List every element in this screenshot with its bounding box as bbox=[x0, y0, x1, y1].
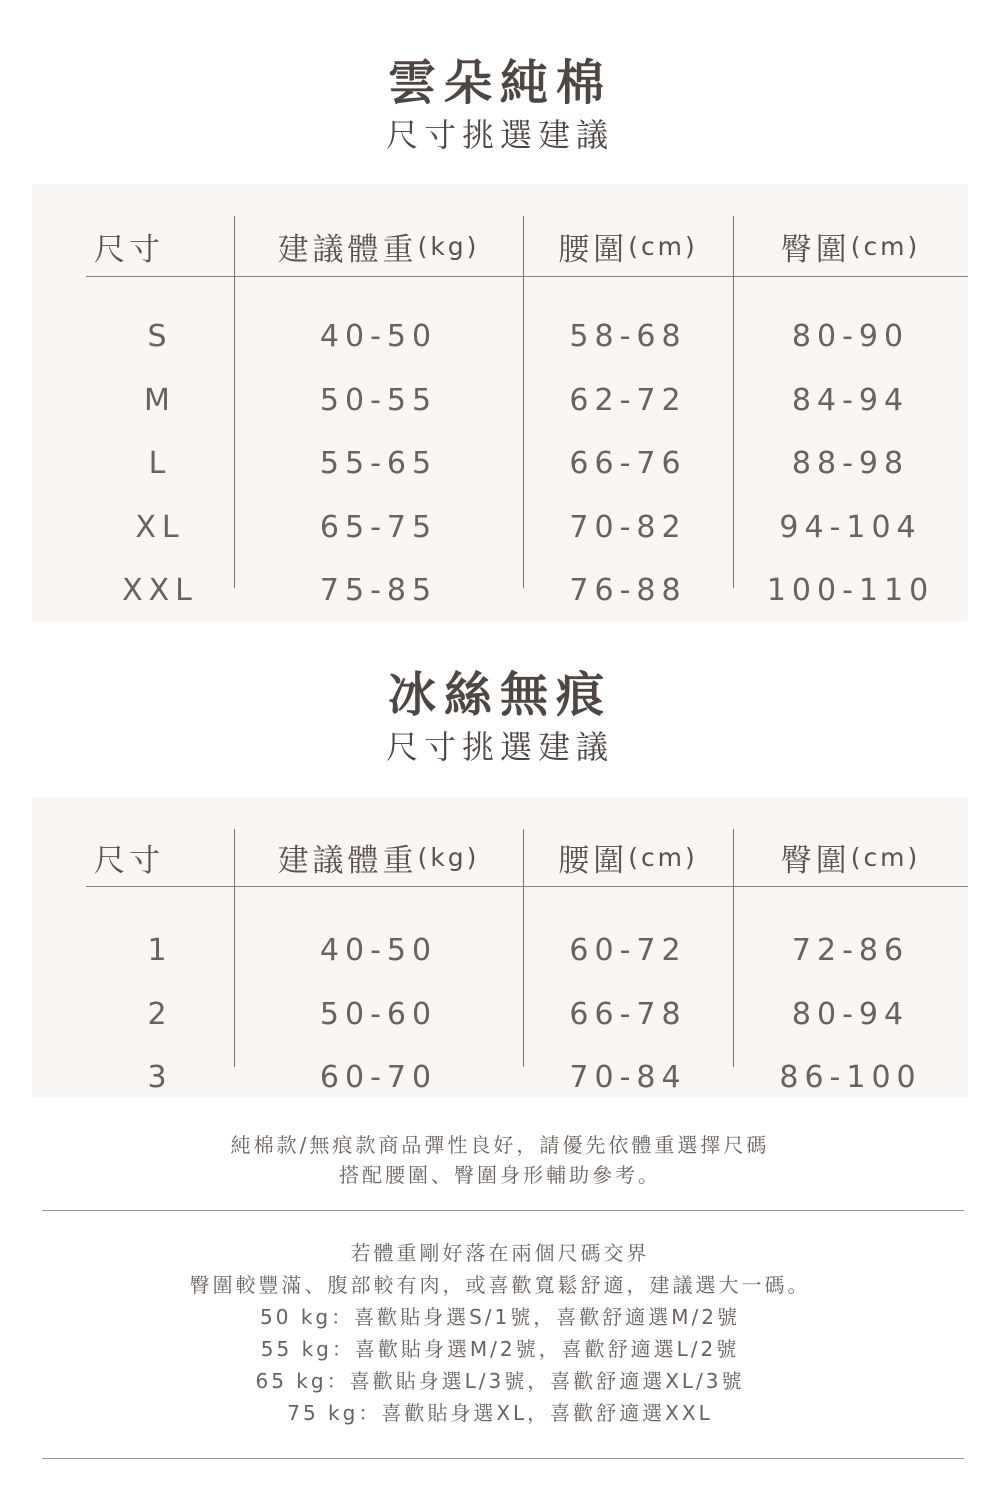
advice-line: 臀圍較豐滿、腹部較有肉，或喜歡寬鬆舒適，建議選大一碼。 bbox=[189, 1273, 811, 1297]
divider bbox=[42, 1458, 964, 1459]
weight-cell: 50-60 bbox=[319, 996, 438, 1032]
table-row bbox=[86, 495, 968, 559]
divider bbox=[42, 1210, 964, 1211]
ice-title: 冰絲無痕 bbox=[387, 667, 612, 723]
elasticity-note: 純棉款/無痕款商品彈性良好，請優先依體重選擇尺碼 bbox=[230, 1133, 770, 1157]
cotton-subtitle: 尺寸挑選建議 bbox=[385, 116, 614, 154]
measurement-note: 搭配腰圍、臀圍身形輔助參考。 bbox=[339, 1163, 661, 1187]
table-row bbox=[86, 431, 968, 495]
ice-subtitle: 尺寸挑選建議 bbox=[385, 728, 614, 766]
size-cell: S bbox=[147, 318, 173, 354]
waist-cell: 66-78 bbox=[569, 996, 687, 1032]
weight-cell: 65-75 bbox=[319, 509, 438, 545]
waist-cell: 76-88 bbox=[569, 572, 687, 608]
weight-cell: 60-70 bbox=[319, 1059, 438, 1095]
header-weight: 建議體重 (kg) bbox=[277, 231, 480, 268]
weight-cell: 55-65 bbox=[319, 445, 438, 481]
weight-cell: 50-55 bbox=[319, 382, 438, 418]
table-header-row bbox=[86, 829, 968, 887]
header-weight: 建議體重 (kg) bbox=[277, 843, 480, 879]
weight-cell: 75-85 bbox=[319, 572, 438, 608]
advice-line: 若體重剛好落在兩個尺碼交界 bbox=[350, 1241, 650, 1265]
table-row bbox=[86, 918, 968, 982]
hip-cell: 88-98 bbox=[791, 445, 910, 481]
advice-line: 65 kg：喜歡貼身選L/3號，喜歡舒適選XL/3號 bbox=[255, 1369, 745, 1393]
advice-line: 50 kg：喜歡貼身選S/1號，喜歡舒適選M/2號 bbox=[260, 1305, 740, 1329]
waist-cell: 70-84 bbox=[569, 1059, 687, 1095]
waist-cell: 60-72 bbox=[569, 932, 687, 968]
table-row bbox=[86, 982, 968, 1046]
hip-cell: 80-90 bbox=[791, 318, 910, 354]
hip-cell: 94-104 bbox=[779, 509, 922, 545]
header-size: 尺寸 bbox=[94, 843, 164, 879]
hip-cell: 84-94 bbox=[791, 382, 910, 418]
cotton-title: 雲朵純棉 bbox=[387, 55, 612, 111]
weight-cell: 40-50 bbox=[319, 318, 438, 354]
size-cell: 2 bbox=[147, 996, 173, 1032]
waist-cell: 62-72 bbox=[569, 382, 687, 418]
waist-cell: 58-68 bbox=[569, 318, 687, 354]
hip-cell: 100-110 bbox=[766, 572, 935, 608]
size-cell: XL bbox=[135, 509, 185, 545]
header-waist: 腰圍 (cm) bbox=[558, 231, 698, 268]
size-cell: M bbox=[144, 382, 176, 418]
table-header-row bbox=[86, 216, 968, 277]
waist-cell: 70-82 bbox=[569, 509, 687, 545]
hip-cell: 80-94 bbox=[791, 996, 910, 1032]
header-waist: 腰圍 (cm) bbox=[558, 843, 698, 879]
size-cell: 1 bbox=[147, 932, 173, 968]
size-cell: 3 bbox=[147, 1059, 173, 1095]
advice-line: 75 kg：喜歡貼身選XL，喜歡舒適選XXL bbox=[287, 1401, 713, 1425]
hip-cell: 86-100 bbox=[779, 1059, 922, 1095]
hip-cell: 72-86 bbox=[791, 932, 910, 968]
table-row bbox=[86, 558, 968, 622]
table-row bbox=[86, 368, 968, 432]
ice-size-table bbox=[32, 797, 968, 1097]
size-cell: L bbox=[148, 445, 172, 481]
weight-cell: 40-50 bbox=[319, 932, 438, 968]
table-row bbox=[86, 304, 968, 368]
size-cell: XXL bbox=[122, 572, 198, 608]
header-hip: 臀圍 (cm) bbox=[780, 231, 921, 268]
waist-cell: 66-76 bbox=[569, 445, 687, 481]
table-row bbox=[86, 1045, 968, 1109]
header-hip: 臀圍 (cm) bbox=[780, 843, 921, 879]
cotton-size-table bbox=[32, 184, 968, 621]
advice-line: 55 kg：喜歡貼身選M/2號，喜歡舒適選L/2號 bbox=[260, 1337, 740, 1361]
header-size: 尺寸 bbox=[94, 231, 164, 268]
